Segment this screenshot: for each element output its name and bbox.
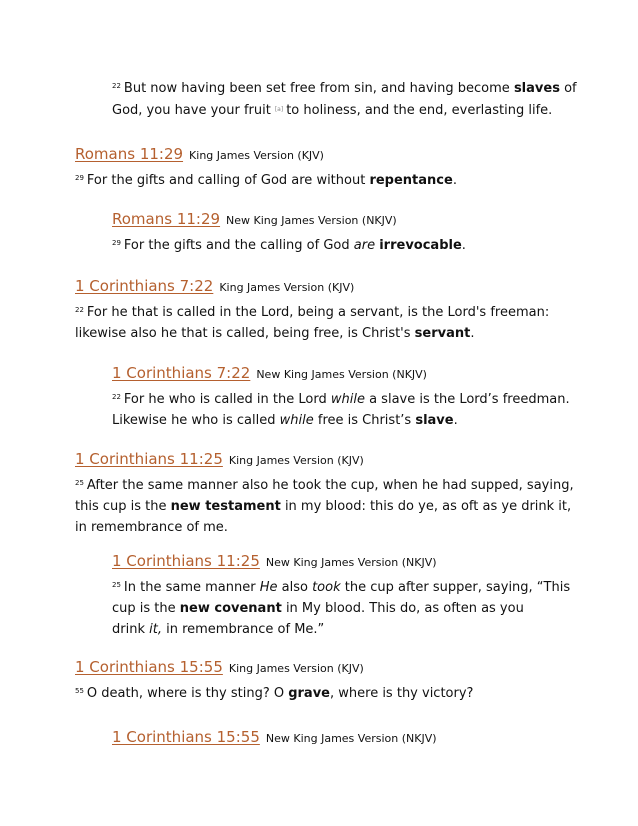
passage-reference-link[interactable]: 1 Corinthians 15:55 <box>75 658 223 676</box>
footnote-marker[interactable]: [a] <box>274 106 284 113</box>
intro-line-1: $^{22}$ But now having been set free from sin, and having become slaves of <box>112 81 577 96</box>
passage-heading <box>112 550 570 574</box>
version-label: King James Version (KJV) <box>228 662 364 675</box>
verse-line: likewise also he that is called, being free, is Christ's servant. <box>75 326 475 341</box>
romans-11-29-kjv <box>75 143 457 191</box>
version-label: New King James Version (NKJV) <box>226 214 397 227</box>
passage-reference-link[interactable]: 1 Corinthians 7:22 <box>112 364 251 382</box>
version-label: King James Version (KJV) <box>219 281 355 294</box>
passage-reference-link[interactable]: 1 Corinthians 15:55 <box>112 728 260 746</box>
verse-line: $^{22}$ For he that is called in the Lord, being a servant, is the Lord's freeman: <box>75 305 550 320</box>
verse-line: drink it, in remembrance of Me.” <box>112 622 325 637</box>
verse-number: 29 <box>75 174 84 182</box>
verse-line: cup is the new covenant in My blood. This do, as often as you <box>112 601 524 616</box>
romans-11-29-nkjv <box>112 208 466 256</box>
passage-heading <box>112 362 570 386</box>
verse-line: $^{29}$ For the gifts and calling of God are without repentance. <box>75 173 457 188</box>
passage-heading <box>75 656 473 680</box>
verse-line: $^{22}$ For he who is called in the Lord while a slave is the Lord’s freedman. <box>112 392 570 407</box>
passage-reference-link[interactable]: Romans 11:29 <box>112 210 221 228</box>
passage-heading <box>75 143 457 167</box>
verse-line: this cup is the new testament in my blood: this do ye, as oft as ye drink it, <box>75 499 572 514</box>
1-corinthians-11-25-nkjv <box>112 550 570 640</box>
verse-number: 22 <box>75 306 84 314</box>
passage-heading <box>112 726 437 750</box>
1-corinthians-15-55-nkjv <box>112 726 437 750</box>
1-corinthians-7-22-nkjv <box>112 362 570 431</box>
version-label: New King James Version (NKJV) <box>256 368 427 381</box>
verse-line: $^{25}$ In the same manner He also took the cup after supper, saying, “This <box>112 580 571 595</box>
verse-line: $^{25}$ After the same manner also he took the cup, when he had supped, saying, <box>75 478 574 493</box>
verse-number: 25 <box>112 581 121 589</box>
verse-line: Likewise he who is called while free is Christ’s slave. <box>112 413 458 428</box>
version-label: King James Version (KJV) <box>228 454 364 467</box>
intro-line-2: God, you have your fruit [a] to holiness, and the end, everlasting life. <box>112 103 553 118</box>
1-corinthians-11-25-kjv <box>75 448 574 538</box>
1-corinthians-7-22-kjv <box>75 275 549 344</box>
1-corinthians-15-55-kjv <box>75 656 473 704</box>
passage-reference-link[interactable]: 1 Corinthians 7:22 <box>75 277 214 295</box>
verse-number: 22 <box>112 393 121 401</box>
verse-number: 55 <box>75 687 84 695</box>
passage-reference-link[interactable]: 1 Corinthians 11:25 <box>75 450 223 468</box>
version-label: New King James Version (NKJV) <box>265 556 437 569</box>
verse-line: $^{55}$ O death, where is thy sting? O grave, where is thy victory? <box>75 686 474 701</box>
passage-reference-link[interactable]: 1 Corinthians 11:25 <box>112 552 260 570</box>
verse-line: in remembrance of me. <box>75 520 228 535</box>
verse-number: 22 <box>112 82 121 90</box>
verse-number: 25 <box>75 479 84 487</box>
version-label: New King James Version (NKJV) <box>265 732 437 745</box>
passage-heading <box>75 275 549 299</box>
passage-heading <box>75 448 574 472</box>
version-label: King James Version (KJV) <box>189 149 324 162</box>
verse-line: $^{29}$ For the gifts and the calling of God are irrevocable. <box>112 238 466 253</box>
passage-reference-link[interactable]: Romans 11:29 <box>75 145 184 163</box>
verse-number: 29 <box>112 239 121 247</box>
intro-verse <box>112 76 577 121</box>
passage-heading <box>112 208 466 232</box>
